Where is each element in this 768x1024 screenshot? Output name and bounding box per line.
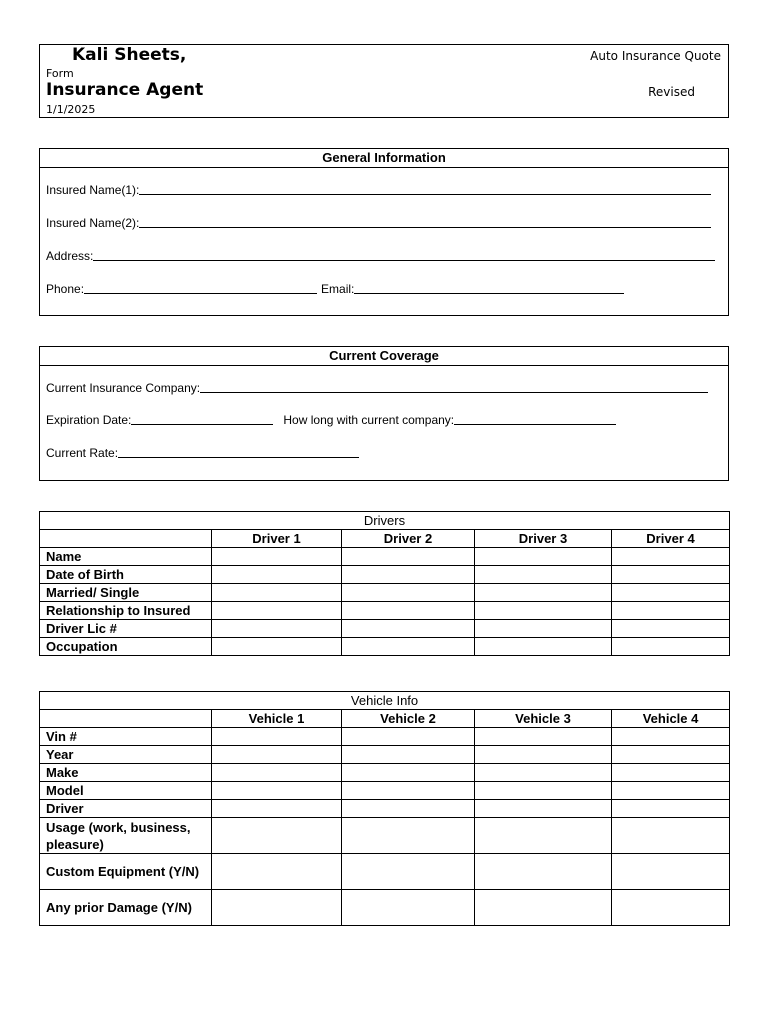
table-row xyxy=(40,800,730,818)
row-label: Occupation xyxy=(40,638,212,656)
input-cell[interactable] xyxy=(212,782,342,800)
field-label: Insured Name(1): xyxy=(46,183,140,197)
form-date: 1/1/2025 xyxy=(46,103,96,116)
table-row xyxy=(40,782,730,800)
input-cell[interactable] xyxy=(342,764,475,782)
input-cell[interactable] xyxy=(475,620,612,638)
input-cell[interactable] xyxy=(612,566,730,584)
row-label: Make xyxy=(40,764,212,782)
input-cell[interactable] xyxy=(342,746,475,764)
input-cell[interactable] xyxy=(212,764,342,782)
input-cell[interactable] xyxy=(475,638,612,656)
column-header: Driver 2 xyxy=(342,530,475,548)
input-cell[interactable] xyxy=(342,890,475,926)
corner-cell xyxy=(40,710,212,728)
column-header: Driver 4 xyxy=(612,530,730,548)
current-rate-field[interactable] xyxy=(46,446,359,460)
input-cell[interactable] xyxy=(475,548,612,566)
row-label: Driver Lic # xyxy=(40,620,212,638)
input-cell[interactable] xyxy=(475,890,612,926)
input-cell[interactable] xyxy=(475,782,612,800)
input-cell[interactable] xyxy=(475,818,612,854)
insured-name-2-field[interactable] xyxy=(46,216,711,230)
table-row xyxy=(40,746,730,764)
input-cell[interactable] xyxy=(475,584,612,602)
row-label: Vin # xyxy=(40,728,212,746)
input-cell[interactable] xyxy=(342,620,475,638)
table-row xyxy=(40,764,730,782)
row-label: Any prior Damage (Y/N) xyxy=(40,890,212,926)
input-cell[interactable] xyxy=(212,584,342,602)
corner-cell xyxy=(40,530,212,548)
input-line[interactable] xyxy=(131,423,273,425)
field-label: Current Rate: xyxy=(46,446,119,460)
input-cell[interactable] xyxy=(342,854,475,890)
row-label: Date of Birth xyxy=(40,566,212,584)
field-label: Current Insurance Company: xyxy=(46,381,201,395)
how-long-input-line[interactable] xyxy=(454,423,616,425)
input-cell[interactable] xyxy=(342,800,475,818)
input-cell[interactable] xyxy=(342,728,475,746)
field-label: Expiration Date: xyxy=(46,413,132,427)
table-row xyxy=(40,566,730,584)
column-header: Vehicle 2 xyxy=(342,710,475,728)
input-line[interactable] xyxy=(139,226,711,228)
input-cell[interactable] xyxy=(212,638,342,656)
row-label: Usage (work, business, pleasure) xyxy=(40,818,212,854)
input-cell[interactable] xyxy=(475,764,612,782)
input-cell[interactable] xyxy=(342,818,475,854)
input-cell[interactable] xyxy=(212,818,342,854)
row-label: Married/ Single xyxy=(40,584,212,602)
form-title: Auto Insurance Quote xyxy=(590,49,721,63)
input-cell[interactable] xyxy=(475,602,612,620)
input-cell[interactable] xyxy=(212,746,342,764)
column-header: Vehicle 4 xyxy=(612,710,730,728)
input-cell[interactable] xyxy=(612,800,730,818)
table-row xyxy=(40,584,730,602)
input-line[interactable] xyxy=(84,292,317,294)
phone-field[interactable] xyxy=(46,282,624,296)
row-label: Driver xyxy=(40,800,212,818)
expiration-date-field[interactable] xyxy=(46,413,616,427)
input-cell[interactable] xyxy=(212,620,342,638)
input-line[interactable] xyxy=(139,193,711,195)
table-row xyxy=(40,620,730,638)
input-line[interactable] xyxy=(200,391,708,393)
drivers-table xyxy=(39,511,730,656)
row-label: Year xyxy=(40,746,212,764)
how-long-label: How long with current company: xyxy=(283,413,455,427)
insured-name-1-field[interactable] xyxy=(46,183,711,197)
input-cell[interactable] xyxy=(212,548,342,566)
agent-title: Insurance Agent xyxy=(46,80,204,100)
table-title: Vehicle Info xyxy=(40,692,730,710)
row-label: Name xyxy=(40,548,212,566)
input-cell[interactable] xyxy=(342,548,475,566)
input-cell[interactable] xyxy=(342,566,475,584)
section-title: Current Coverage xyxy=(40,347,728,366)
input-line[interactable] xyxy=(93,259,715,261)
column-header: Driver 1 xyxy=(212,530,342,548)
current-coverage-section xyxy=(39,346,729,481)
row-label: Relationship to Insured xyxy=(40,602,212,620)
input-cell[interactable] xyxy=(612,764,730,782)
input-cell[interactable] xyxy=(475,854,612,890)
table-row xyxy=(40,602,730,620)
input-cell[interactable] xyxy=(612,818,730,854)
address-field[interactable] xyxy=(46,249,715,263)
input-cell[interactable] xyxy=(212,854,342,890)
input-cell[interactable] xyxy=(475,566,612,584)
input-cell[interactable] xyxy=(475,800,612,818)
input-cell[interactable] xyxy=(212,566,342,584)
table-title: Drivers xyxy=(40,512,730,530)
input-cell[interactable] xyxy=(342,584,475,602)
table-row xyxy=(40,728,730,746)
input-cell[interactable] xyxy=(612,890,730,926)
table-row xyxy=(40,638,730,656)
input-cell[interactable] xyxy=(475,746,612,764)
input-cell[interactable] xyxy=(212,602,342,620)
input-cell[interactable] xyxy=(212,890,342,926)
revised-label: Revised xyxy=(648,85,695,99)
table-row xyxy=(40,854,730,890)
field-label: Address: xyxy=(46,249,94,263)
form-header xyxy=(39,44,729,118)
field-label: Insured Name(2): xyxy=(46,216,140,230)
input-cell[interactable] xyxy=(612,584,730,602)
input-cell[interactable] xyxy=(612,782,730,800)
row-label: Model xyxy=(40,782,212,800)
row-label: Custom Equipment (Y/N) xyxy=(40,854,212,890)
field-label: Phone: xyxy=(46,282,85,296)
general-information-section xyxy=(39,148,729,316)
input-line[interactable] xyxy=(118,456,359,458)
insurance-company-field[interactable] xyxy=(46,381,708,395)
section-title: General Information xyxy=(40,149,728,168)
input-cell[interactable] xyxy=(612,620,730,638)
input-cell[interactable] xyxy=(612,854,730,890)
column-header: Driver 3 xyxy=(475,530,612,548)
column-header: Vehicle 1 xyxy=(212,710,342,728)
input-cell[interactable] xyxy=(212,800,342,818)
input-cell[interactable] xyxy=(612,638,730,656)
vehicle-info-table xyxy=(39,691,730,926)
input-cell[interactable] xyxy=(612,728,730,746)
table-row xyxy=(40,890,730,926)
input-cell[interactable] xyxy=(342,602,475,620)
table-row xyxy=(40,818,730,854)
input-cell[interactable] xyxy=(342,782,475,800)
input-cell[interactable] xyxy=(342,638,475,656)
input-cell[interactable] xyxy=(612,602,730,620)
column-header: Vehicle 3 xyxy=(475,710,612,728)
email-label: Email: xyxy=(321,282,355,296)
agent-name: Kali Sheets, xyxy=(72,45,187,65)
input-cell[interactable] xyxy=(612,746,730,764)
email-input-line[interactable] xyxy=(354,292,624,294)
table-row xyxy=(40,548,730,566)
input-cell[interactable] xyxy=(212,728,342,746)
input-cell[interactable] xyxy=(612,548,730,566)
form-label: Form xyxy=(46,67,74,80)
input-cell[interactable] xyxy=(475,728,612,746)
